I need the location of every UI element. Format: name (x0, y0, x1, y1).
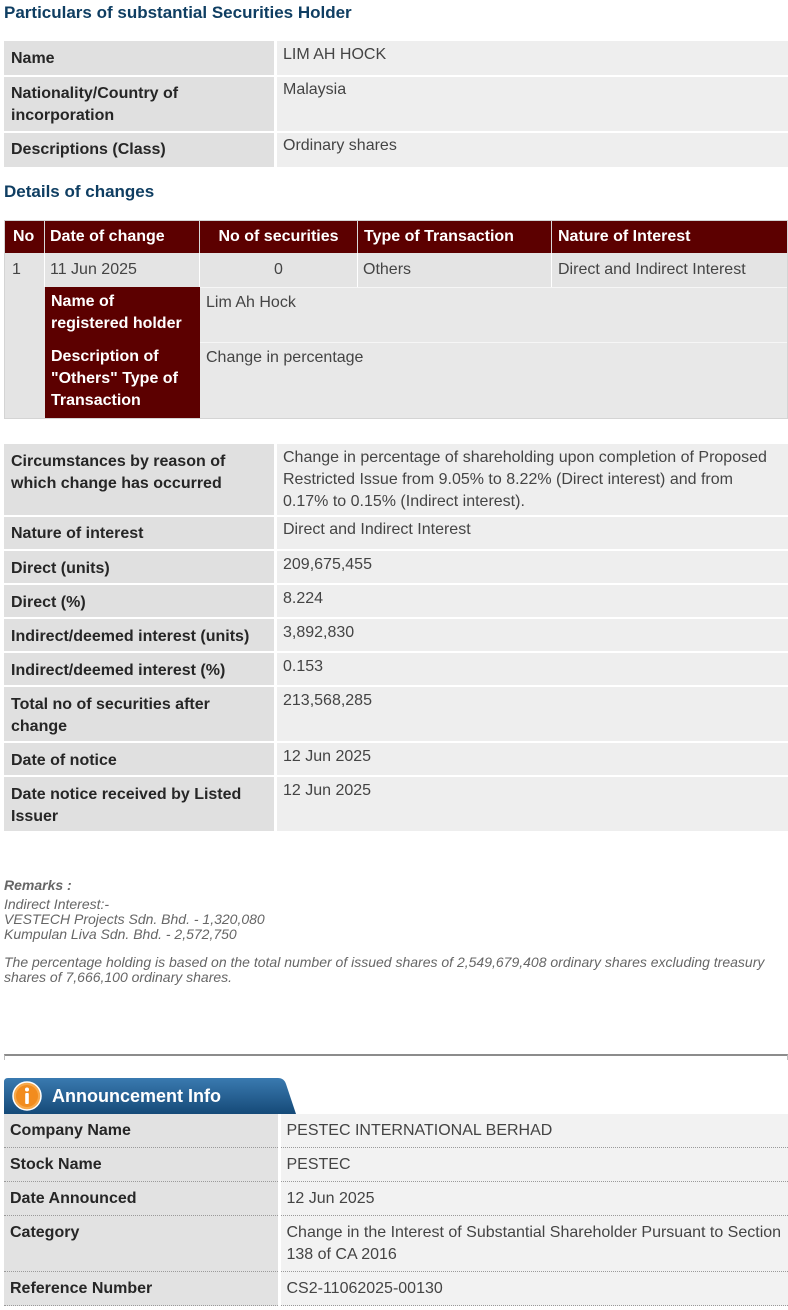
circumstances-label: Circumstances by reason of which change has occurred (4, 444, 277, 515)
registered-holder-label: Name of registered holder (45, 287, 200, 342)
notice-date-value: 12 Jun 2025 (277, 743, 788, 775)
remarks-note: The percentage holding is based on the total number of issued shares of 2,549,679,408 ordinary shares excluding treasury shares of 7,666,100 ordinary shares. (4, 954, 765, 985)
header-nature: Nature of Interest (558, 228, 691, 245)
direct-units-label: Direct (units) (4, 551, 277, 583)
header-type: Type of Transaction (358, 221, 552, 253)
remarks-line: Indirect Interest:- (4, 896, 110, 912)
header-date: Date of change (45, 221, 200, 253)
direct-percent-label: Direct (%) (4, 585, 277, 617)
announcement-table (4, 1114, 788, 1306)
summary-row (4, 517, 788, 549)
class-value: Ordinary shares (277, 133, 788, 167)
summary-row (4, 687, 788, 741)
indirect-units-label: Indirect/deemed interest (units) (4, 619, 277, 651)
section-divider (4, 1054, 788, 1060)
announcement-row (4, 1148, 788, 1182)
particulars-row-nationality (4, 77, 788, 131)
header-securities: No of securities (200, 221, 358, 253)
changes-table (4, 220, 788, 419)
name-label: Name (4, 41, 277, 75)
summary-table (4, 442, 788, 833)
others-description-row (45, 342, 787, 418)
nature-value: Direct and Indirect Interest (277, 517, 788, 549)
circumstances-value: Change in percentage of shareholding upon completion of Proposed Restricted Issue from 9.05% to 8.22% (Direct interest) and from 0.17% to 0.15% (Indirect interest). (277, 444, 788, 515)
class-label: Descriptions (Class) (4, 133, 277, 167)
header-no: No (5, 221, 45, 253)
cell-date: 11 Jun 2025 (45, 253, 200, 287)
particulars-table (4, 39, 788, 169)
cell-type: Others (358, 253, 552, 287)
remarks-title: Remarks : (4, 877, 72, 893)
particulars-row-class (4, 133, 788, 167)
registered-holder-row (45, 287, 787, 342)
cell-securities: 0 (200, 253, 358, 287)
changes-data-row (5, 253, 787, 287)
particulars-row-name (4, 41, 788, 75)
category-value: Change in the Interest of Substantial Shareholder Pursuant to Section 138 of CA 2016 (279, 1216, 788, 1272)
indirect-percent-label: Indirect/deemed interest (%) (4, 653, 277, 685)
name-value: LIM AH HOCK (277, 41, 788, 75)
remarks-line: VESTECH Projects Sdn. Bhd. - 1,320,080 (4, 911, 265, 927)
registered-holder-value: Lim Ah Hock (200, 287, 787, 342)
remarks-line: Kumpulan Liva Sdn. Bhd. - 2,572,750 (4, 926, 237, 942)
announcement-info-title: Announcement Info (52, 1086, 221, 1106)
company-name-label: Company Name (4, 1114, 279, 1148)
summary-row (4, 653, 788, 685)
notice-date-label: Date of notice (4, 743, 277, 775)
remarks (4, 878, 774, 985)
cell-no: 1 (5, 253, 45, 287)
reference-number-value: CS2-11062025-00130 (279, 1272, 788, 1306)
info-icon (12, 1081, 42, 1111)
indirect-units-value: 3,892,830 (277, 619, 788, 651)
others-description-label: Description of "Others" Type of Transaction (45, 342, 200, 418)
direct-percent-value: 8.224 (277, 585, 788, 617)
direct-units-value: 209,675,455 (277, 551, 788, 583)
cell-nature: Direct and Indirect Interest (558, 261, 746, 278)
nature-label: Nature of interest (4, 517, 277, 549)
particulars-title: Particulars of substantial Securities Holder (4, 3, 352, 22)
notice-received-value: 12 Jun 2025 (277, 777, 788, 831)
indirect-percent-value: 0.153 (277, 653, 788, 685)
changes-header-row (5, 221, 787, 253)
announcement-row (4, 1182, 788, 1216)
nationality-value: Malaysia (277, 77, 788, 131)
total-securities-value: 213,568,285 (277, 687, 788, 741)
category-label: Category (4, 1216, 279, 1272)
date-announced-label: Date Announced (4, 1182, 279, 1216)
changes-title: Details of changes (4, 182, 155, 201)
stock-name-label: Stock Name (4, 1148, 279, 1182)
summary-row (4, 619, 788, 651)
summary-row (4, 585, 788, 617)
stock-name-value: PESTEC (279, 1148, 788, 1182)
summary-row (4, 551, 788, 583)
notice-received-label: Date notice received by Listed Issuer (4, 777, 277, 831)
announcement-row (4, 1272, 788, 1306)
total-securities-label: Total no of securities after change (4, 687, 277, 741)
summary-row (4, 777, 788, 831)
nationality-label: Nationality/Country of incorporation (4, 77, 277, 131)
announcement-row (4, 1216, 788, 1272)
announcement-row (4, 1114, 788, 1148)
others-description-value: Change in percentage (200, 342, 787, 418)
date-announced-value: 12 Jun 2025 (279, 1182, 788, 1216)
company-name-value: PESTEC INTERNATIONAL BERHAD (279, 1114, 788, 1148)
summary-row (4, 444, 788, 515)
summary-row (4, 743, 788, 775)
announcement-info-tab (4, 1078, 296, 1114)
reference-number-label: Reference Number (4, 1272, 279, 1306)
